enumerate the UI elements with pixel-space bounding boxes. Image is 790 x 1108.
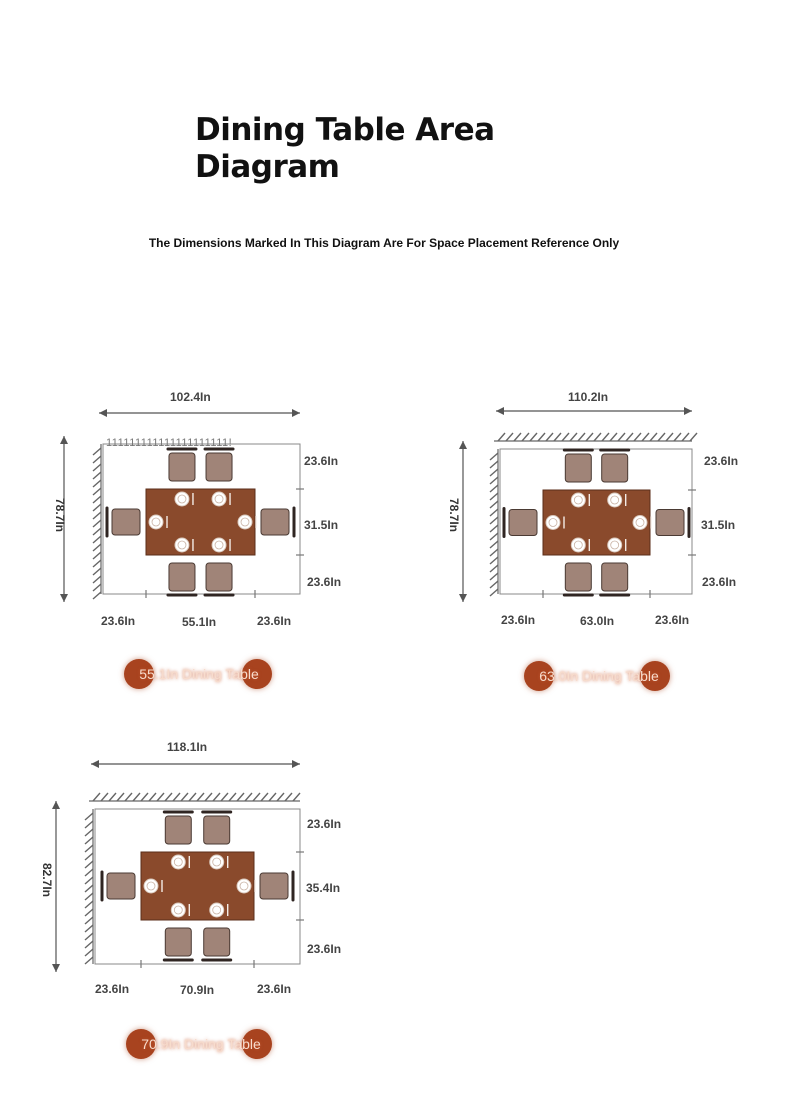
left-wall-hatch-tick	[85, 877, 93, 884]
plate	[210, 903, 224, 917]
plate	[171, 903, 185, 917]
top-wall-hatch-tick	[189, 793, 196, 801]
chair	[102, 872, 135, 900]
chair	[203, 928, 231, 960]
top-wall-hatch-tick	[165, 793, 172, 801]
top-wall-hatch-tick	[213, 793, 220, 801]
left-wall-hatch-tick	[85, 813, 93, 820]
left-wall-hatch-tick	[85, 909, 93, 916]
chair	[203, 812, 231, 844]
top-wall-hatch-tick	[101, 793, 108, 801]
top-wall-hatch-tick	[261, 793, 268, 801]
chair	[164, 928, 192, 960]
bottom-left-label: 23.6In	[95, 982, 130, 996]
caption-text: 70.9In Dining Table	[141, 1036, 261, 1052]
top-wall-hatch-tick	[181, 793, 188, 801]
right-mid-label: 35.4In	[306, 881, 341, 895]
top-wall-hatch-tick	[253, 793, 260, 801]
caption-text: 55.1In Dining Table	[139, 666, 259, 682]
bottom-left-label: 23.6In	[101, 614, 136, 628]
left-wall-hatch-tick	[85, 917, 93, 924]
top-wall-hatch-tick	[269, 793, 276, 801]
overall-width-label: 102.4In	[170, 390, 211, 404]
top-edge-text: 111111111111111111111!	[106, 437, 233, 449]
right-bottom-label: 23.6In	[307, 575, 342, 589]
top-wall-hatch-tick	[221, 793, 228, 801]
right-mid-label: 31.5In	[304, 518, 339, 532]
left-wall-hatch-tick	[85, 925, 93, 932]
top-wall-hatch-tick	[141, 793, 148, 801]
top-wall-hatch-tick	[109, 793, 116, 801]
top-wall-hatch-tick	[205, 793, 212, 801]
left-wall-hatch-tick	[85, 821, 93, 828]
bottom-right-label: 23.6In	[257, 614, 292, 628]
top-wall-hatch-tick	[277, 793, 284, 801]
top-wall-hatch-tick	[173, 793, 180, 801]
right-top-label: 23.6In	[704, 454, 739, 468]
depth-dimension-arrow-head-top	[52, 801, 60, 809]
chair-seat	[204, 928, 230, 956]
left-wall-hatch-tick	[85, 885, 93, 892]
bottom-left-label: 23.6In	[501, 613, 536, 627]
right-bottom-label: 23.6In	[307, 942, 342, 956]
right-top-label: 23.6In	[304, 454, 339, 468]
right-mid-label: 31.5In	[701, 518, 736, 532]
chair-seat	[260, 873, 288, 899]
page-title-line2: Diagram	[195, 149, 340, 185]
page-subtitle: The Dimensions Marked In This Diagram Are For Space Placement Reference Only	[148, 236, 620, 250]
bottom-mid-label: 55.1In	[182, 615, 217, 629]
top-wall-hatch-tick	[237, 793, 244, 801]
plate	[237, 879, 251, 893]
left-wall-hatch-tick	[85, 941, 93, 948]
bottom-mid-label: 70.9In	[180, 983, 215, 997]
top-wall-hatch-tick	[133, 793, 140, 801]
left-wall-hatch-tick	[85, 933, 93, 940]
left-wall-hatch-tick	[85, 901, 93, 908]
overall-width-label: 118.1In	[167, 740, 208, 754]
top-wall-hatch-tick	[293, 793, 300, 801]
overall-width-label: 110.2In	[568, 390, 609, 404]
left-wall-hatch-tick	[85, 869, 93, 876]
top-wall-hatch-tick	[285, 793, 292, 801]
width-dimension-arrow-head-right	[292, 760, 300, 768]
left-wall-hatch-tick	[85, 861, 93, 868]
overall-depth-label: 82.7In	[40, 862, 55, 898]
top-wall-hatch-tick	[229, 793, 236, 801]
chair	[260, 872, 293, 900]
top-wall-hatch-tick	[197, 793, 204, 801]
top-wall-hatch-tick	[117, 793, 124, 801]
top-wall-hatch-tick	[157, 793, 164, 801]
left-wall-hatch-tick	[85, 829, 93, 836]
depth-dimension-arrow-head-bottom	[52, 964, 60, 972]
bottom-right-label: 23.6In	[257, 982, 292, 996]
left-wall-hatch-tick	[85, 837, 93, 844]
chair-seat	[165, 928, 191, 956]
top-wall-hatch-tick	[93, 793, 100, 801]
chair	[164, 812, 192, 844]
top-wall-hatch-tick	[149, 793, 156, 801]
width-dimension-arrow-head-left	[91, 760, 99, 768]
caption-text: 63.0In Dining Table	[539, 668, 659, 684]
top-wall-hatch-tick	[125, 793, 132, 801]
left-wall-hatch-tick	[85, 957, 93, 964]
plate	[210, 855, 224, 869]
overall-depth-label: 78.7In	[53, 497, 68, 533]
plate	[171, 855, 185, 869]
bottom-mid-label: 63.0In	[580, 614, 615, 628]
right-top-label: 23.6In	[307, 817, 342, 831]
left-wall-hatch-tick	[85, 893, 93, 900]
left-wall-hatch-tick	[85, 949, 93, 956]
overall-depth-label: 78.7In	[447, 497, 462, 533]
caption-70	[126, 1027, 276, 1061]
page-title-line1: Dining Table Area	[195, 112, 495, 148]
plate	[144, 879, 158, 893]
left-wall-hatch-tick	[85, 845, 93, 852]
chair-seat	[107, 873, 135, 899]
bottom-right-label: 23.6In	[655, 613, 690, 627]
right-bottom-label: 23.6In	[702, 575, 737, 589]
left-wall-hatch-tick	[85, 853, 93, 860]
chair-seat	[204, 816, 230, 844]
top-wall-hatch-tick	[245, 793, 252, 801]
chair-seat	[165, 816, 191, 844]
